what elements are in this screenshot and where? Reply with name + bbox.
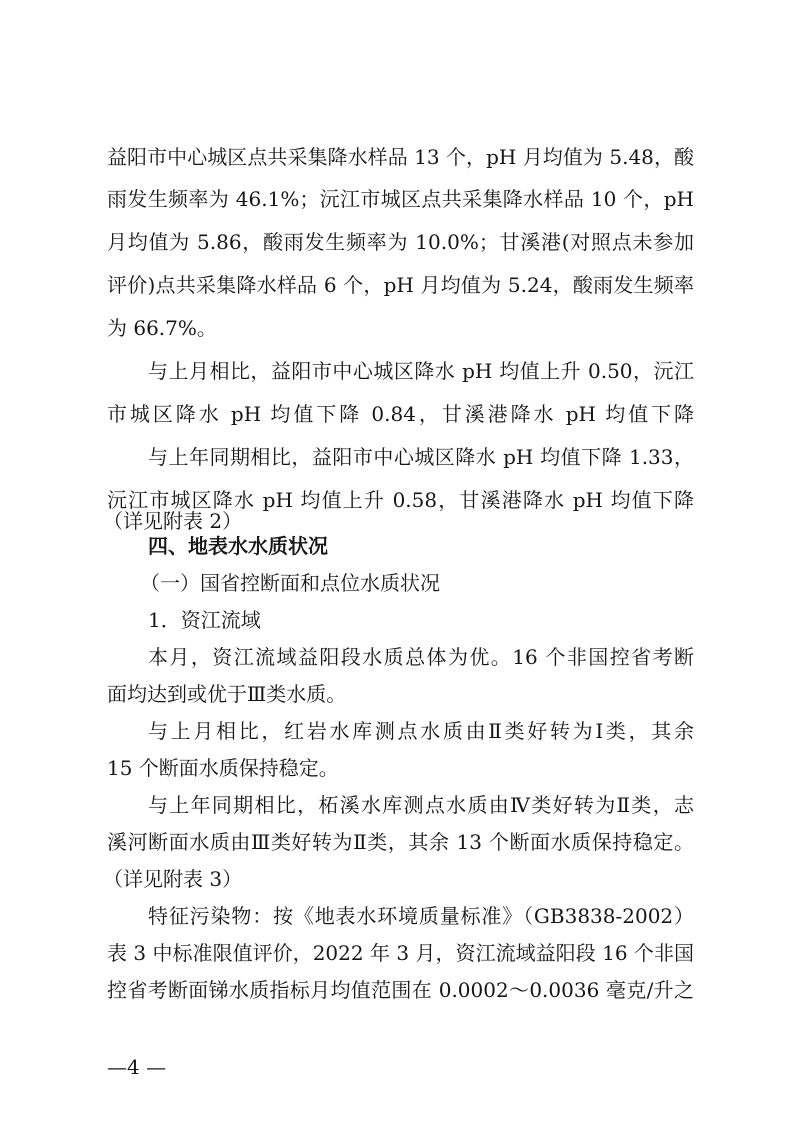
text-line: 益阳市中心城区点共采集降水样品 13 个，pH 月均值为 5.48，酸	[107, 145, 694, 169]
text-line: 月均值为 5.86，酸雨发生频率为 10.0%；甘溪港(对照点未参加	[107, 230, 694, 254]
text-line: 与上月相比，红岩水库测点水质由Ⅱ类好转为Ⅰ类，其余	[148, 719, 694, 743]
text-line: 与上年同期相比，柘溪水库测点水质由Ⅳ类好转为Ⅱ类，志	[148, 793, 694, 817]
text-line: 沅江市城区降水 pH 均值上升 0.58，甘溪港降水 pH 均值下降	[107, 488, 694, 512]
text-line: 溪河断面水质由Ⅲ类好转为Ⅱ类，其余 13 个断面水质保持稳定。	[107, 830, 694, 854]
text-line: 控省考断面锑水质指标月均值范围在 0.0002～0.0036 毫克/升之	[107, 978, 694, 1002]
text-line: 表 3 中标准限值评价，2022 年 3 月，资江流域益阳段 16 个非国	[107, 941, 694, 965]
page-number: —4 —	[107, 1055, 167, 1079]
text-line: （详见附表 2）	[103, 509, 243, 533]
text-line: 面均达到或优于Ⅲ类水质。	[107, 682, 347, 706]
subsection-heading: （一）国省控断面和点位水质状况	[140, 571, 440, 595]
text-line: 为 66.7%。	[107, 316, 217, 340]
text-line: 市城区降水 pH 均值下降 0.84，甘溪港降水 pH 均值下降	[107, 402, 694, 426]
text-line: 与上月相比，益阳市中心城区降水 pH 均值上升 0.50，沅江	[148, 359, 694, 383]
text-line: 15 个断面水质保持稳定。	[107, 756, 339, 780]
text-line: 与上年同期相比，益阳市中心城区降水 pH 均值下降 1.33，	[148, 445, 694, 469]
text-line: 本月，资江流域益阳段水质总体为优。16 个非国控省考断	[148, 645, 694, 669]
subsection-heading: 1．资江流域	[148, 608, 261, 632]
text-line: 特征污染物：按《地表水环境质量标准》（GB3838-2002）	[148, 904, 694, 928]
text-line: （详见附表 3）	[103, 867, 243, 891]
text-line: 雨发生频率为 46.1%；沅江市城区点共采集降水样品 10 个，pH	[107, 187, 694, 211]
section-heading: 四、地表水水质状况	[148, 534, 328, 558]
text-line: 评价)点共采集降水样品 6 个，pH 月均值为 5.24，酸雨发生频率	[107, 273, 694, 297]
